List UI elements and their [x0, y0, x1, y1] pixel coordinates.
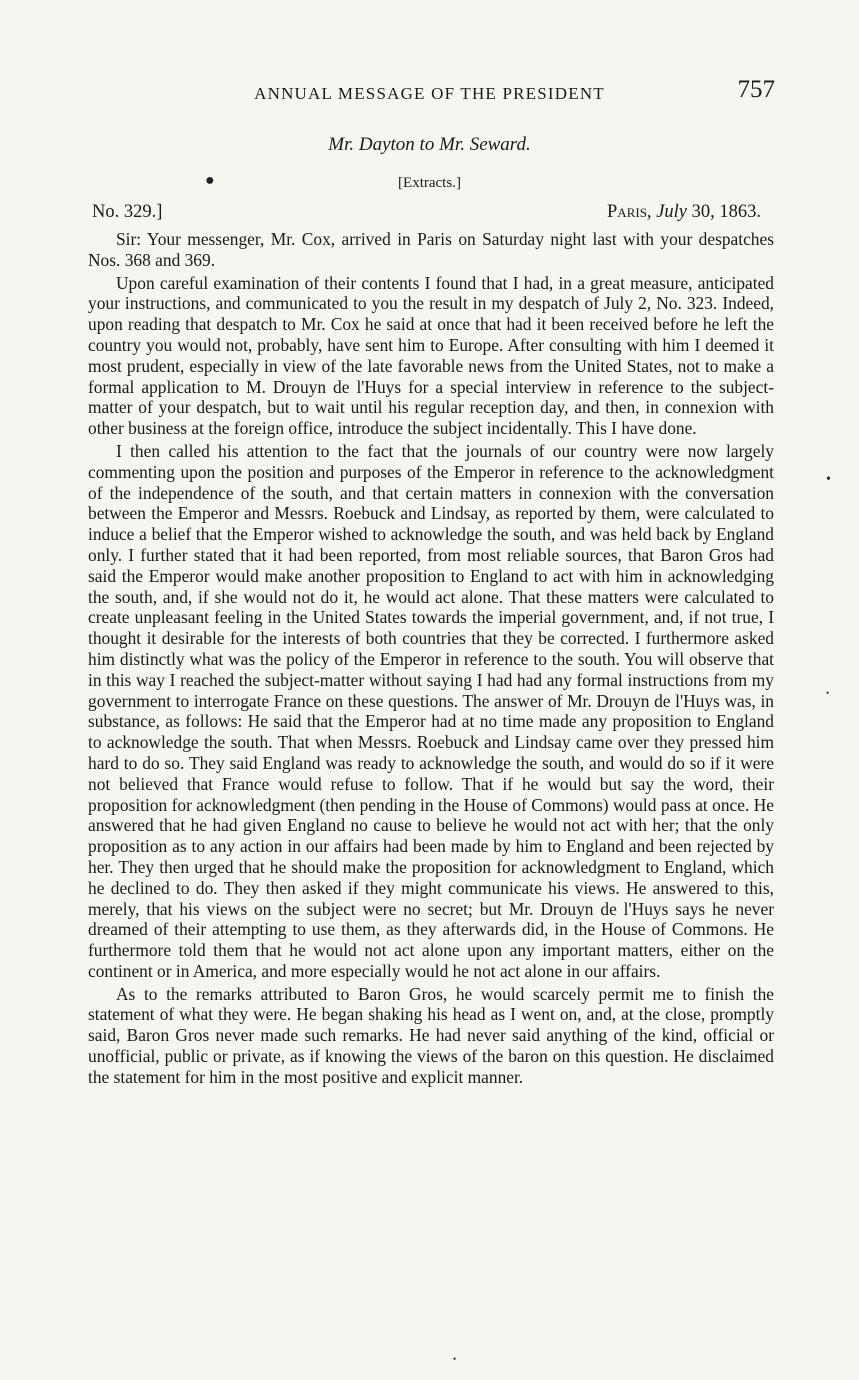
- page-number: 757: [737, 76, 775, 103]
- paragraph: I then called his attention to the fact that the journals of our country were now largely commenting upon the position and purposes of the Emperor in reference to the acknowledgment of the independence of the south, and that certain matters in connexion with the conversation between the Emperor and Messrs. Roebuck and Lindsay, as reported by them, were calculated to induce a belief that the Emperor wished to acknowledge the south, and was held back by England only. I further stated that it had been reported, from most reliable sources, that Baron Gros had said the Emperor would make another proposition to England to act with him in acknowledging the south, and, if she would not do it, he would act alone. That these matters were calculated to create unpleasant feeling in the United States towards the imperial government, and, if not true, I thought it desirable for the interests of both countries that they be corrected. I furthermore asked him distinctly what was the policy of the Emperor in reference to the south. You will observe that in this way I reached the subject-matter without saying I had had any formal instructions from my government to interrogate France on these questions. The answer of Mr. Drouyn de l'Huys was, in substance, as follows: He said that the Emperor had at no time made any proposition to England to acknowledge the south. That when Messrs. Roebuck and Lindsay came over they pressed him hard to do so. They said England was ready to acknowledge the south, and would do so if it were not believed that France would refuse to follow. That if he would but say the word, their proposition for acknowledgment (then pending in the House of Commons) would pass at once. He answered that he had given England no cause to believe he would not act with her; that the only proposition as to any action in our affairs had been made by him to England and been rejected by her. They then urged that he should make the proposition for acknowledgment to England, which he declined to do. They then asked if they might communicate his views. He answered to this, merely, that his views on the subject were no secret; but Mr. Drouyn de l'Huys says he never dreamed of their attempting to use them, as they afterwards did, in the House of Commons. He furthermore told them that he would not act alone upon any important matters, either on the continent or in America, and more especially would he not act alone in our affairs.: [88, 440, 774, 981]
- ink-speck: •: [826, 472, 831, 487]
- letter-heading: Mr. Dayton to Mr. Seward.: [328, 134, 531, 155]
- place-and-date: [607, 202, 761, 223]
- ink-speck: •: [453, 1354, 457, 1364]
- date-rest: 30, 1863.: [691, 202, 761, 222]
- place: Paris,: [607, 202, 652, 222]
- paragraph: As to the remarks attributed to Baron Gros, he would scarcely permit me to finish the statement of what they were. He began shaking his head as I went on, and, at the close, promptly said, Baron Gros never made such remarks. He had never said anything of the kind, official or unofficial, public or private, as if knowing the views of the baron on this question. He disclaimed the statement for him in the most positive and explicit manner.: [88, 983, 774, 1087]
- letter-body: [88, 229, 774, 1090]
- ink-speck: •: [826, 688, 830, 698]
- paragraph-salutation: Sir: Your messenger, Mr. Cox, arrived in Paris on Saturday night last with your despatches Nos. 368 and 369.: [88, 229, 774, 270]
- paragraph: Upon careful examination of their contents I found that I had, in a great measure, anticipated your instructions, and communicated to you the result in my despatch of July 2, No. 323. Indeed, upon reading that despatch to Mr. Cox he said at once that had it been received before he left the country you would not, probably, have sent him to Europe. After consulting with him I deemed it most prudent, especially in view of the late favorable news from the United States, not to make a formal application to M. Drouyn de l'Huys for a special interview in reference to the subject-matter of your despatch, but to wait until his regular reception day, and then, in connexion with other business at the foreign office, introduce the subject incidentally. This I have done.: [88, 272, 774, 439]
- running-title: ANNUAL MESSAGE OF THE PRESIDENT: [254, 84, 605, 103]
- dateline: [92, 202, 761, 226]
- month: July: [656, 202, 687, 222]
- ink-speck: ●: [205, 172, 215, 189]
- extracts-label: [Extracts.]: [398, 175, 461, 191]
- running-head: [82, 76, 777, 108]
- despatch-number: No. 329.]: [92, 202, 163, 222]
